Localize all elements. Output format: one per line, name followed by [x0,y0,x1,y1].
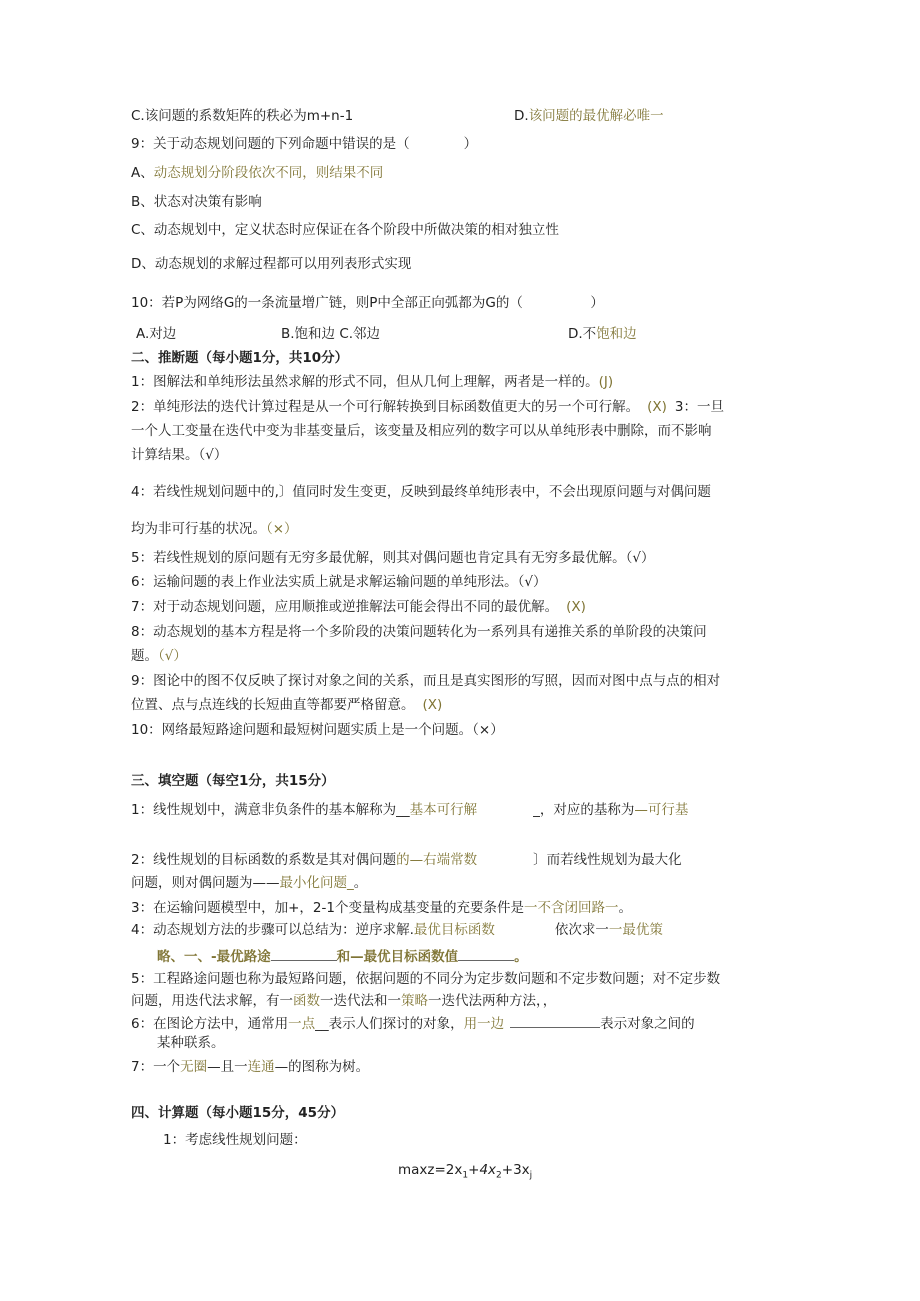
fill-item-7: 7：一个无圈—且一连通—的图称为树。 [131,1059,370,1075]
answer-mark: (X) [647,399,667,415]
answer-text: 用一边 [463,1016,505,1032]
q10-option-bc: B.饱和边 C.邻边 [281,326,381,342]
objective-formula: $\max z=2x_1+4x_2+3x_j$ [398,1162,533,1181]
answer-text: 该问题的最优解必唯一 [528,108,664,124]
answer-text: —可行基 [634,802,689,818]
judge-item-cont: 题。（√） [131,648,187,664]
fill-item-6-cont: 某种联系。 [157,1035,225,1051]
answer-text: 最小化问题_ [279,875,354,891]
answer-text: 连通 [247,1059,275,1075]
fill-item-2: 2：线性规划的目标函数的系数是其对偶问题的—右端常数 〕而若线性规划为最大化 [131,852,682,868]
answer-mark: (X) [422,697,443,713]
answer-text: 的—右端常数 [396,852,478,868]
answer-text: 无圈 [180,1059,208,1075]
calc-question-1: 1：考虑线性规划问题： [163,1132,307,1148]
answer-text: 策略 [401,993,428,1009]
section4-title: 四、计算题（每小题15分，45分） [131,1105,345,1121]
fill-item-4-cont: 略、一、-最优路途 和—最优目标函数值 。 [157,946,528,967]
judge-item: 9：图论中的图不仅反映了探讨对象之间的关系，而且是真实图形的写照，因而对图中点与点的相对 [131,673,721,689]
q9-option-c: C、动态规划中，定义状态时应保证在各个阶段中所做决策的相对独立性 [131,222,559,238]
fill-item-2-cont: 问题，则对偶问题为——最小化问题_。 [131,875,368,891]
judge-item: 6：运输问题的表上作业法实质上就是求解运输问题的单纯形法。（√） [131,574,547,590]
fill-item-4: 4：动态规划方法的步骤可以总结为：逆序求解.最优目标函数 依次求一一最优策 [131,922,663,938]
answer-mark: (J) [598,374,614,390]
q8-option-c: C.该问题的系数矩阵的秩必为m+n-1 [131,108,354,124]
judge-item-cont: 一个人工变量在迭代中变为非基变量后，该变量及相应列的数字可以从单纯形表中删除，而不影响 [131,423,712,439]
answer-text: 一最优策 [608,922,663,938]
answer-mark: （√） [158,648,187,664]
judge-item: 2：单纯形法的迭代计算过程是从一个可行解转换到目标函数值更大的另一个可行解。 (X) 3：一旦 [131,399,724,415]
q8-option-d: D.该问题的最优解必唯一 [514,108,664,124]
q10-option-a: A.对边 [136,326,177,342]
judge-item: 1：图解法和单纯形法虽然求解的形式不同，但从几何上理解，两者是一样的。(J) [131,374,614,390]
q9-option-d: D、动态规划的求解过程都可以用列表形式实现 [131,256,412,272]
answer-text: 一点 [288,1016,316,1032]
section3-title: 三、填空题（每空1分，共15分） [131,773,335,789]
answer-text: 函数 [293,993,320,1009]
q10-option-d: D.不饱和边 [568,326,637,342]
fill-item-6: 6：在图论方法中，通常用一点__表示人们探讨的对象，用一边 表示对象之间的 [131,1013,695,1034]
judge-item: 7：对于动态规划问题，应用顺推或逆推解法可能会得出不同的最优解。 (X) [131,599,586,615]
q10-stem: 10：若P为网络G的一条流量增广链，则P中全部正向弧都为G的（ ） [131,295,604,311]
judge-item-cont: 位置、点与点连线的长短曲直等都要严格留意。 (X) [131,697,443,713]
judge-item: 5：若线性规划的原问题有无穷多最优解，则其对偶问题也肯定具有无穷多最优解。（√） [131,550,655,566]
fill-item-3: 3：在运输问题模型中，加+，2-1个变量构成基变量的充要条件是一不含闭回路一。 [131,900,632,916]
answer-text: 最优目标函数 [413,922,495,938]
answer-mark: （×） [266,521,298,537]
judge-item-cont: 计算结果。（√） [131,447,228,463]
fill-item-1: 1：线性规划中，满意非负条件的基本解称为__基本可行解 _，对应的基称为—可行基 [131,802,689,818]
section2-title: 二、推断题（每小题1分，共10分） [131,350,349,366]
answer-mark: (X) [566,599,586,615]
answer-text: 基本可行解 [409,802,478,818]
q9-option-a: A、动态规划分阶段依次不同，则结果不同 [131,165,384,181]
q9-option-b: B、状态对决策有影响 [131,194,262,210]
judge-item-cont: 均为非可行基的状况。（×） [131,521,298,537]
judge-item: 10：网络最短路途问题和最短树问题实质上是一个问题。（×） [131,722,504,738]
judge-item: 4：若线性规划问题中的,〕值同时发生变更，反映到最终单纯形表中，不会出现原问题与对偶问题 [131,484,711,500]
answer-text: 饱和边 [596,326,637,342]
judge-item: 8：动态规划的基本方程是将一个多阶段的决策问题转化为一系列具有递推关系的单阶段的决策问 [131,624,707,640]
answer-text: 一不含闭回路一 [523,900,619,916]
q9-stem: 9：关于动态规划问题的下列命题中错误的是（ ） [131,136,478,152]
fill-item-5-cont: 问题，用迭代法求解，有一函数一迭代法和一策略一迭代法两种方法，， [131,993,557,1009]
answer-text: 动态规划分阶段依次不同，则结果不同 [153,165,384,181]
fill-item-5: 5：工程路途问题也称为最短路问题，依据问题的不同分为定步数问题和不定步数问题；对不定步数 [131,971,721,987]
